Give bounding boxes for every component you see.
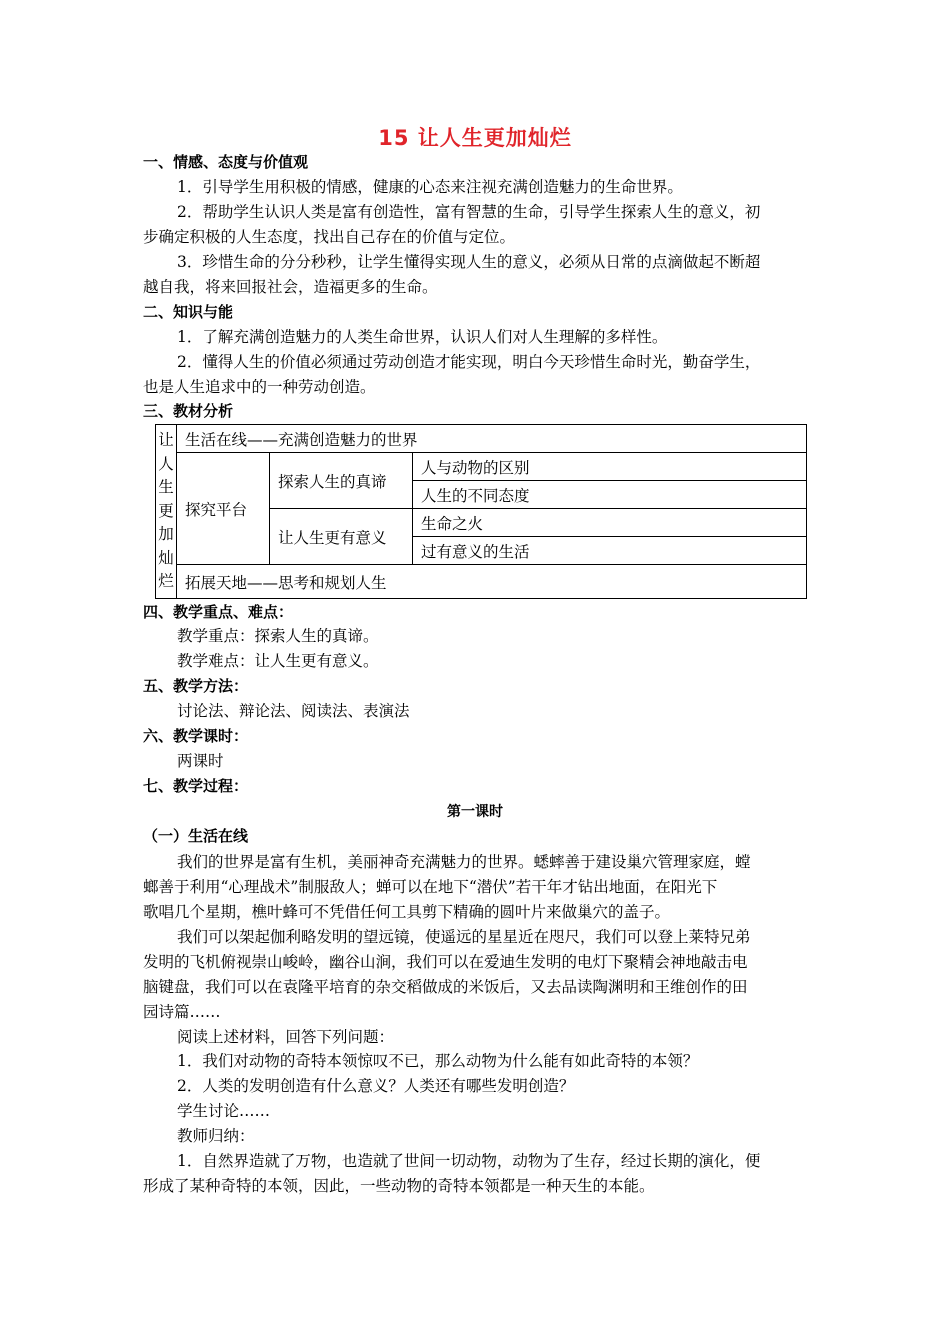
- table-cell: 生活在线——充满创造魅力的世界: [177, 425, 807, 453]
- table-cell: 人生的不同态度: [413, 481, 807, 509]
- paragraph: 两课时: [177, 752, 224, 770]
- paragraph: 阅读上述材料，回答下列问题：: [177, 1028, 395, 1046]
- paragraph: 讨论法、辩论法、阅读法、表演法: [177, 702, 410, 720]
- table-cell: 生命之火: [413, 509, 807, 537]
- table-cell: 探究平台: [177, 453, 270, 565]
- section-7-heading: 七、教学过程：: [143, 777, 249, 795]
- paragraph: 学生讨论……: [177, 1102, 271, 1120]
- section-5-heading: 五、教学方法：: [143, 677, 249, 695]
- paragraph: 越自我，将来回报社会，造福更多的生命。: [143, 278, 438, 296]
- paragraph: 3．珍惜生命的分分秒秒，让学生懂得实现人生的意义，必须从日常的点滴做起不断超: [177, 253, 761, 271]
- table-root-cell: 让 人 生 更 加 灿 烂: [156, 425, 177, 599]
- paragraph: 歌唱几个星期，樵叶蜂可不凭借任何工具剪下精确的圆叶片来做巢穴的盖子。: [143, 903, 671, 921]
- paragraph: 1．引导学生用积极的情感，健康的心态来注视充满创造魅力的生命世界。: [177, 178, 683, 196]
- paragraph: 步确定积极的人生态度，找出自己存在的价值与定位。: [143, 228, 516, 246]
- paragraph: 发明的飞机俯视崇山峻岭，幽谷山涧，我们可以在爱迪生发明的电灯下聚精会神地敲击电: [143, 953, 748, 971]
- question: 2．人类的发明创造有什么意义？人类还有哪些发明创造？: [177, 1077, 575, 1095]
- table-cell: 人与动物的区别: [413, 453, 807, 481]
- paragraph: 1．自然界造就了万物，也造就了世间一切动物，动物为了生存，经过长期的演化，便: [177, 1152, 761, 1170]
- document-title: 15 让人生更加灿烂: [378, 126, 572, 150]
- paragraph: 螂善于利用“心理战术”制服敌人；蝉可以在地下“潜伏”若干年才钻出地面，在阳光下: [143, 878, 718, 896]
- table-cell: 过有意义的生活: [413, 537, 807, 565]
- section-3-heading: 三、教材分析: [143, 402, 234, 420]
- section-4-heading: 四、教学重点、难点：: [143, 603, 294, 621]
- section-1-heading: 一、情感、态度与价值观: [143, 153, 309, 171]
- paragraph: 脑键盘，我们可以在袁隆平培育的杂交稻做成的米饭后，又去品读陶渊明和王维创作的田: [143, 978, 748, 996]
- paragraph: 2．懂得人生的价值必须通过劳动创造才能实现，明白今天珍惜生命时光，勤奋学生，: [177, 353, 761, 371]
- lesson-title: 第一课时: [447, 804, 503, 820]
- paragraph: 我们的世界是富有生机，美丽神奇充满魅力的世界。蟋蟀善于建设巢穴管理家庭，螳: [177, 853, 751, 871]
- section-6-heading: 六、教学课时：: [143, 727, 249, 745]
- paragraph: 2．帮助学生认识人类是富有创造性，富有智慧的生命，引导学生探索人生的意义，初: [177, 203, 761, 221]
- paragraph: 形成了某种奇特的本领，因此，一些动物的奇特本领都是一种天生的本能。: [143, 1177, 655, 1195]
- table-cell: 让人生更有意义: [270, 509, 413, 565]
- paragraph: 教学难点：让人生更有意义。: [177, 652, 379, 670]
- table-cell: 探索人生的真谛: [270, 453, 413, 509]
- paragraph: 也是人生追求中的一种劳动创造。: [143, 378, 376, 396]
- paragraph: 1．了解充满创造魅力的人类生命世界，认识人们对人生理解的多样性。: [177, 328, 668, 346]
- paragraph: 教师归纳：: [177, 1127, 255, 1145]
- material-analysis-table: [155, 424, 807, 599]
- section-2-heading: 二、知识与能: [143, 303, 234, 321]
- question: 1．我们对动物的奇特本领惊叹不已，那么动物为什么能有如此奇特的本领？: [177, 1052, 699, 1070]
- table-cell: 拓展天地——思考和规划人生: [177, 565, 807, 599]
- paragraph: 我们可以架起伽利略发明的望远镜，使遥远的星星近在咫尺，我们可以登上莱特兄弟: [177, 928, 751, 946]
- paragraph: 园诗篇……: [143, 1003, 221, 1021]
- subsection-heading: （一）生活在线: [143, 827, 249, 845]
- paragraph: 教学重点：探索人生的真谛。: [177, 627, 379, 645]
